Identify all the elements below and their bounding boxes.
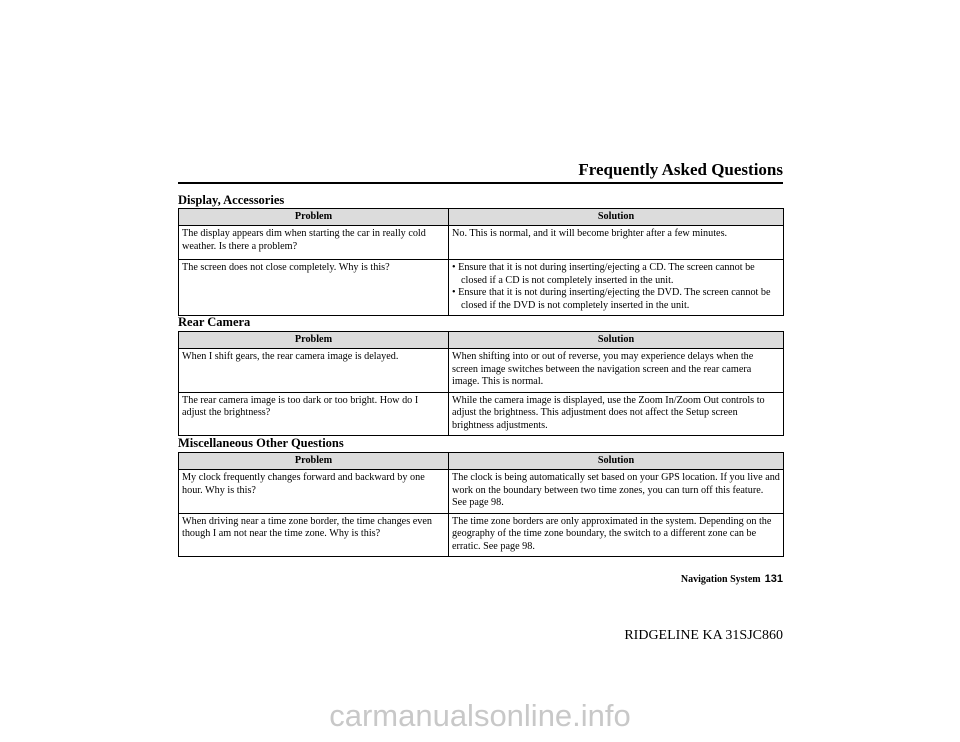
column-header-problem: Problem xyxy=(179,453,449,470)
faq-table-display-accessories xyxy=(178,208,784,316)
column-header-problem: Problem xyxy=(179,332,449,349)
solution-cell xyxy=(449,513,784,557)
faq-table-rear-camera xyxy=(178,331,784,436)
solution-text: The time zone borders are only approximated in the system. Depending on the geography of the time zone boundary, the switch to a different zone can be erratic. See page 98. xyxy=(452,515,772,552)
section-heading-rear-camera: Rear Camera xyxy=(178,315,251,329)
footer-label: Navigation System xyxy=(680,574,761,585)
section-heading-display-accessories: Display, Accessories xyxy=(178,193,285,207)
solution-cell xyxy=(449,260,784,316)
problem-cell: When driving near a time zone border, the time changes even though I am not near the time zone. Why is this? xyxy=(179,513,449,557)
solution-text: While the camera image is displayed, use the Zoom In/Zoom Out controls to adjust the brightness. This adjustment does not affect the Setup screen brightness adjustments. xyxy=(452,394,765,431)
page-footer xyxy=(610,573,783,586)
table-header-row xyxy=(179,209,784,226)
table-header-row xyxy=(179,453,784,470)
table-row xyxy=(179,226,784,260)
title-rule xyxy=(178,182,783,184)
solution-bullet: • Ensure that it is not during inserting/ejecting the DVD. The screen cannot be closed if the DVD is not completely inserted in the unit. xyxy=(452,287,771,311)
solution-cell xyxy=(449,470,784,514)
table-row xyxy=(179,392,784,436)
solution-cell xyxy=(449,392,784,436)
problem-cell: The screen does not close completely. Why is this? xyxy=(179,260,449,316)
solution-bullet: • Ensure that it is not during inserting/ejecting a CD. The screen cannot be closed if a CD is not completely inserted in the unit. xyxy=(452,262,755,286)
column-header-solution: Solution xyxy=(449,453,784,470)
table-header-row xyxy=(179,332,784,349)
column-header-problem: Problem xyxy=(179,209,449,226)
problem-cell: The rear camera image is too dark or too bright. How do I adjust the brightness? xyxy=(179,392,449,436)
solution-cell xyxy=(449,226,784,260)
column-header-solution: Solution xyxy=(449,209,784,226)
solution-cell xyxy=(449,349,784,393)
page-title: Frequently Asked Questions xyxy=(578,160,783,179)
solution-text: No. This is normal, and it will become brighter after a few minutes. xyxy=(452,228,728,239)
problem-cell: My clock frequently changes forward and backward by one hour. Why is this? xyxy=(179,470,449,514)
watermark-text: carmanualsonline.info xyxy=(329,698,631,733)
table-row xyxy=(179,349,784,393)
solution-text: The clock is being automatically set based on your GPS location. If you live and work on the boundary between two time zones, you can turn off this feature. See page 98. xyxy=(452,472,780,508)
table-row xyxy=(179,260,784,316)
page-number: 131 xyxy=(764,573,783,585)
model-code: RIDGELINE KA 31SJC860 xyxy=(624,628,783,643)
column-header-solution: Solution xyxy=(449,332,784,349)
problem-cell: When I shift gears, the rear camera image is delayed. xyxy=(179,349,449,393)
table-row xyxy=(179,470,784,514)
problem-cell: The display appears dim when starting the car in really cold weather. Is there a problem? xyxy=(179,226,449,260)
table-row xyxy=(179,513,784,557)
solution-text: When shifting into or out of reverse, you may experience delays when the screen image switches between the navigation screen and the rear camera image. This is normal. xyxy=(452,351,754,387)
section-heading-miscellaneous: Miscellaneous Other Questions xyxy=(178,436,344,450)
faq-table-miscellaneous xyxy=(178,452,784,557)
